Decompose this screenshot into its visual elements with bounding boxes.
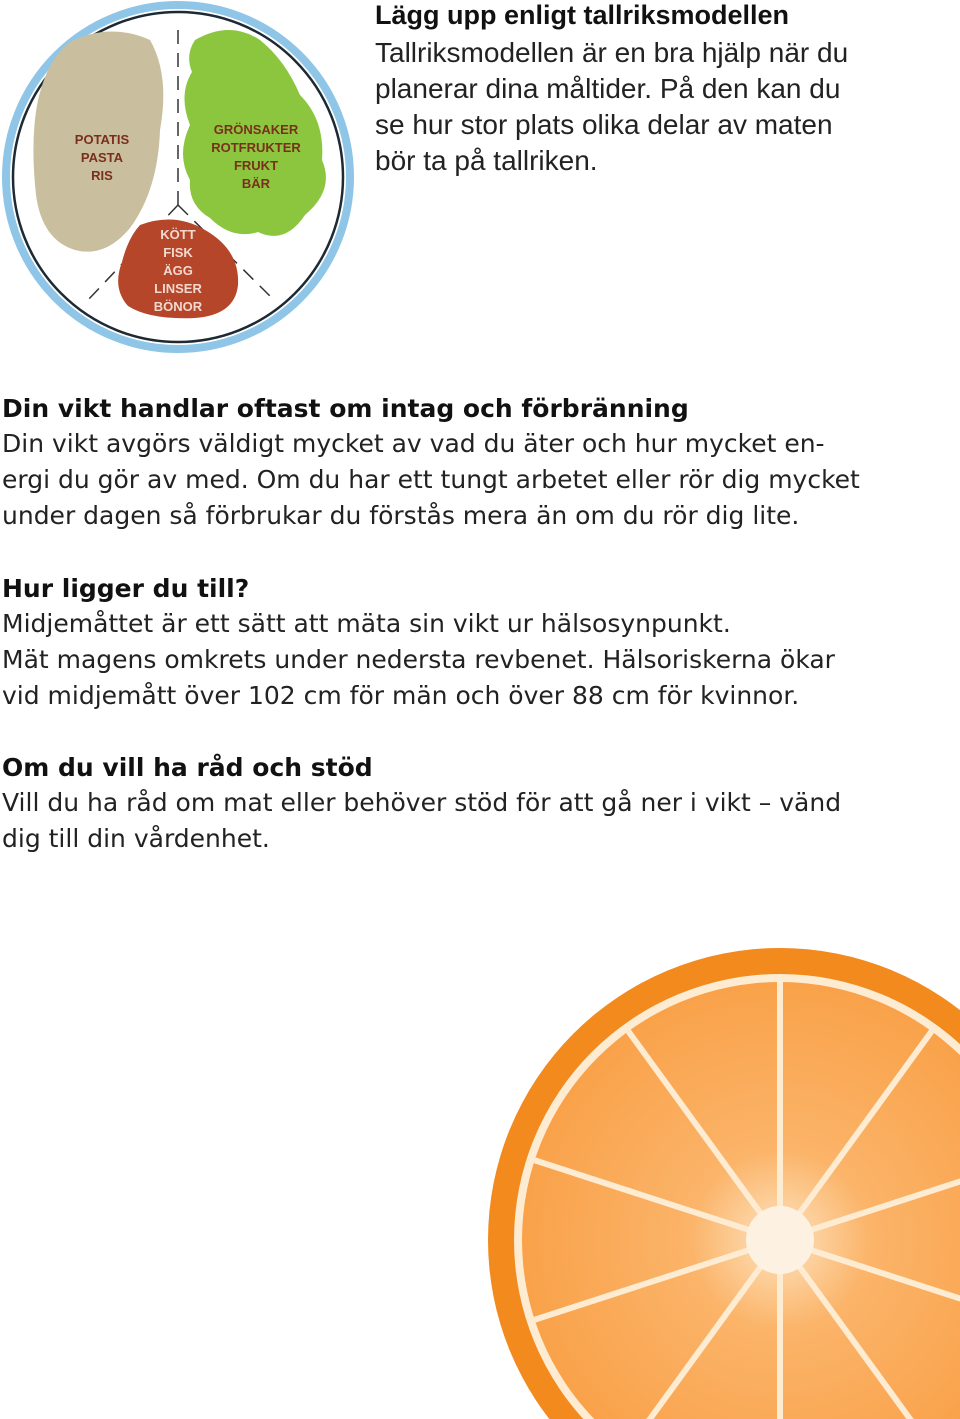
plate-label-line: ROTFRUKTER [211,140,301,155]
section-line: dig till din vårdenhet. [2,824,270,853]
plate-model-illustration [0,0,360,360]
intro-block [375,0,955,179]
plate-label-line: GRÖNSAKER [213,122,299,137]
plate-label-line: ÄGG [163,263,193,278]
section-paragraph [2,426,952,534]
plate-label-line: PASTA [80,150,124,165]
intro-line: se hur stor plats olika delar av maten [375,109,833,140]
section-advice-support [2,751,952,857]
plate-label-line: RIS [91,168,113,183]
section-line: Din vikt avgörs väldigt mycket av vad du äter och hur mycket en- [2,429,825,458]
plate-label-line: FRUKT [233,158,279,173]
intro-heading: Lägg upp enligt tallriksmodellen [375,0,790,30]
plate-label-line: FISK [163,245,193,260]
section-line: ergi du gör av med. Om du har ett tungt arbetet eller rör dig mycket [2,465,860,494]
section-line: Mät magens omkrets under nedersta revbenet. Hälsoriskerna ökar [2,645,835,674]
orange-core [746,1206,814,1274]
orange-slice-image [480,940,960,1419]
section-heading: Hur ligger du till? [2,574,250,603]
plate-label-line: POTATIS [74,132,130,147]
plate-label-line: LINSER [154,281,202,296]
intro-line: Tallriksmodellen är en bra hjälp när du [375,37,849,68]
section-heading: Din vikt handlar oftast om intag och förbränning [2,394,689,423]
section-weight-balance [2,392,952,534]
section-line: under dagen så förbrukar du förstås mera än om du rör dig lite. [2,501,800,530]
plate-label-line: BÄR [241,176,271,191]
section-heading: Om du vill ha råd och stöd [2,753,373,782]
section-line: vid midjemått över 102 cm för män och över 88 cm för kvinnor. [2,681,800,710]
section-line: Vill du ha råd om mat eller behöver stöd för att gå ner i vikt – vänd [2,788,842,817]
plate-label-line: KÖTT [160,227,196,242]
section-paragraph [2,606,952,714]
plate-label-line: BÖNOR [153,299,203,314]
section-paragraph [2,785,952,857]
section-waist-measure [2,572,952,714]
section-line: Midjemåttet är ett sätt att mäta sin vikt ur hälsosynpunkt. [2,609,731,638]
intro-line: bör ta på tallriken. [375,145,598,176]
intro-line: planerar dina måltider. På den kan du [375,73,841,104]
intro-paragraph [375,35,955,179]
